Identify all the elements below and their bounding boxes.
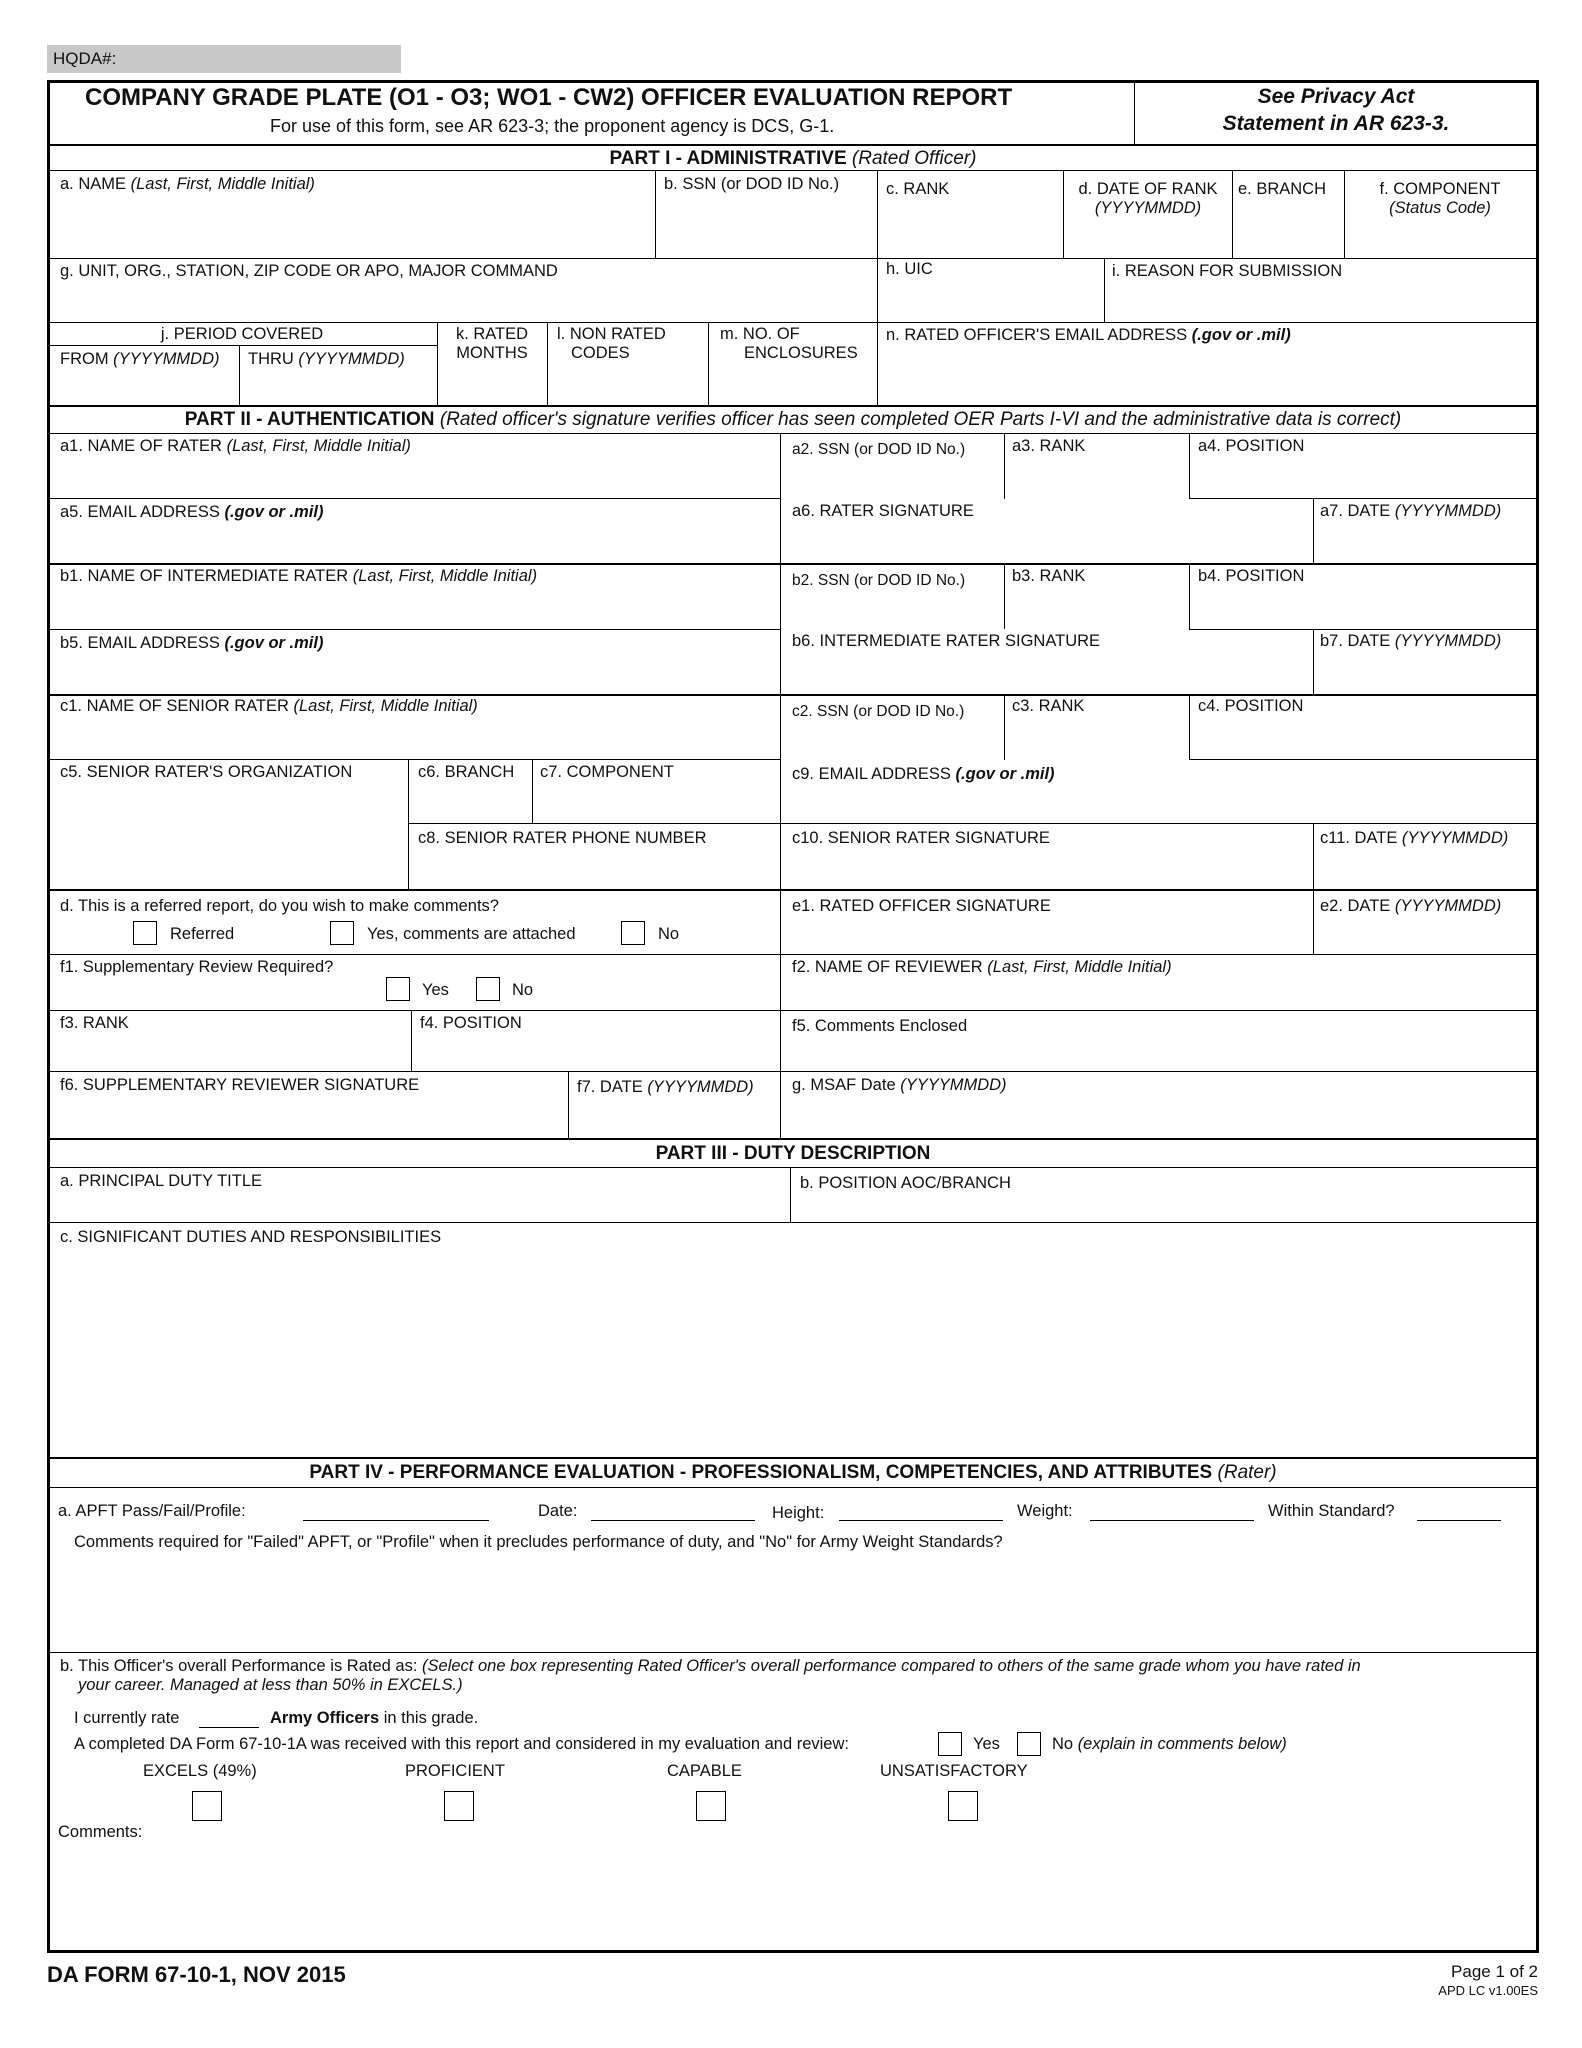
date-of-rank-label[interactable]: d. DATE OF RANK (YYYYMMDD)	[1078, 180, 1218, 217]
rater-date-label[interactable]: a7. DATE (YYYYMMDD)	[1320, 502, 1502, 520]
da-form-no-checkbox[interactable]	[1017, 1732, 1041, 1756]
intermediate-rater-date-label[interactable]: b7. DATE (YYYYMMDD)	[1320, 632, 1502, 650]
senior-rater-phone-label[interactable]: c8. SENIOR RATER PHONE NUMBER	[418, 829, 707, 847]
part1-heading: PART I - ADMINISTRATIVE (Rated Officer)	[609, 148, 977, 169]
name-field-label[interactable]: a. NAME (Last, First, Middle Initial)	[60, 175, 315, 193]
excels-checkbox[interactable]	[192, 1791, 222, 1821]
comments-attached-label: Yes, comments are attached	[367, 925, 576, 943]
senior-rater-rank-label[interactable]: c3. RANK	[1012, 697, 1085, 715]
senior-rater-email-label[interactable]: c9. EMAIL ADDRESS (.gov or .mil)	[792, 765, 1055, 783]
non-rated-codes-label[interactable]: l. NON RATED CODES	[557, 325, 666, 362]
rater-position-label[interactable]: a4. POSITION	[1198, 437, 1305, 455]
rater-ssn-label[interactable]: a2. SSN (or DOD ID No.)	[792, 441, 966, 458]
unsatisfactory-label: UNSATISFACTORY	[880, 1762, 1028, 1780]
form-id: DA FORM 67-10-1, NOV 2015	[47, 1962, 346, 1987]
version-label: APD LC v1.00ES	[1438, 1983, 1538, 1998]
senior-rater-branch-label[interactable]: c6. BRANCH	[418, 763, 515, 781]
period-from-label[interactable]: FROM (YYYYMMDD)	[60, 350, 220, 368]
rater-rank-label[interactable]: a3. RANK	[1012, 437, 1086, 455]
uic-field-label[interactable]: h. UIC	[886, 260, 933, 278]
unsatisfactory-checkbox[interactable]	[948, 1791, 978, 1821]
height-field[interactable]	[839, 1520, 1003, 1521]
position-aoc-branch-label[interactable]: b. POSITION AOC/BRANCH	[800, 1174, 1011, 1192]
proficient-checkbox[interactable]	[444, 1791, 474, 1821]
senior-rater-signature-label[interactable]: c10. SENIOR RATER SIGNATURE	[792, 829, 1050, 847]
apft-field[interactable]	[303, 1520, 489, 1521]
form-title: COMPANY GRADE PLATE (O1 - O3; WO1 - CW2) OFFICER EVALUATION REPORT	[85, 84, 1013, 111]
referred-checkbox[interactable]	[133, 921, 157, 945]
comments-enclosed-label[interactable]: f5. Comments Enclosed	[792, 1017, 968, 1035]
within-standard-field[interactable]	[1417, 1520, 1501, 1521]
overall-performance-instruction: b. This Officer's overall Performance is Rated as: (Select one box representing Rated Officer's overall performance compared to others of the same grade whom you have rated in your career. Managed at less than 50% in EXCELS.)	[60, 1657, 1361, 1694]
senior-rater-date-label[interactable]: c11. DATE (YYYYMMDD)	[1320, 829, 1509, 847]
reviewer-name-label[interactable]: f2. NAME OF REVIEWER (Last, First, Middle Initial)	[792, 958, 1172, 976]
enclosures-label[interactable]: m. NO. OF ENCLOSURES	[720, 325, 858, 362]
hqda-label: HQDA#:	[53, 49, 117, 68]
excels-label: EXCELS (49%)	[143, 1762, 257, 1780]
form-subtitle: For use of this form, see AR 623-3; the proponent agency is DCS, G-1.	[270, 116, 835, 136]
privacy-line-1: See Privacy Act	[1257, 85, 1415, 108]
supplementary-reviewer-date-label[interactable]: f7. DATE (YYYYMMDD)	[577, 1078, 754, 1096]
weight-field[interactable]	[1090, 1520, 1254, 1521]
privacy-statement	[1136, 83, 1536, 137]
within-standard-label: Within Standard?	[1268, 1502, 1395, 1520]
msaf-date-label[interactable]: g. MSAF Date (YYYYMMDD)	[792, 1076, 1007, 1094]
capable-label: CAPABLE	[667, 1762, 742, 1780]
currently-rate-field[interactable]	[199, 1727, 259, 1728]
page-number: Page 1 of 2	[1451, 1962, 1538, 1981]
rater-signature-label[interactable]: a6. RATER SIGNATURE	[792, 502, 974, 520]
referred-no-label: No	[658, 925, 680, 943]
principal-duty-title-label[interactable]: a. PRINCIPAL DUTY TITLE	[60, 1172, 263, 1190]
da-form-no-label: No (explain in comments below)	[1052, 1735, 1287, 1753]
reason-field-label[interactable]: i. REASON FOR SUBMISSION	[1112, 262, 1343, 280]
currently-rate-label: I currently rate	[74, 1709, 180, 1727]
branch-field-label[interactable]: e. BRANCH	[1238, 180, 1327, 198]
supplementary-reviewer-signature-label[interactable]: f6. SUPPLEMENTARY REVIEWER SIGNATURE	[60, 1076, 420, 1094]
supplementary-yes-label: Yes	[422, 981, 449, 999]
capable-checkbox[interactable]	[696, 1791, 726, 1821]
senior-rater-component-label[interactable]: c7. COMPONENT	[540, 763, 674, 781]
referred-no-checkbox[interactable]	[621, 921, 645, 945]
rank-field-label[interactable]: c. RANK	[886, 180, 950, 198]
reviewer-rank-label[interactable]: f3. RANK	[60, 1014, 129, 1032]
period-thru-label[interactable]: THRU (YYYYMMDD)	[248, 350, 405, 368]
senior-rater-name-label[interactable]: c1. NAME OF SENIOR RATER (Last, First, Middle Initial)	[60, 697, 478, 715]
intermediate-rater-name-label[interactable]: b1. NAME OF INTERMEDIATE RATER (Last, First, Middle Initial)	[60, 567, 538, 585]
rated-officer-signature-label[interactable]: e1. RATED OFFICER SIGNATURE	[792, 897, 1051, 915]
intermediate-rater-email-label[interactable]: b5. EMAIL ADDRESS (.gov or .mil)	[60, 634, 324, 652]
intermediate-rater-position-label[interactable]: b4. POSITION	[1198, 567, 1305, 585]
rated-officer-date-label[interactable]: e2. DATE (YYYYMMDD)	[1320, 897, 1502, 915]
intermediate-rater-ssn-label[interactable]: b2. SSN (or DOD ID No.)	[792, 572, 966, 589]
part4-heading: PART IV - PERFORMANCE EVALUATION - PROFESSIONALISM, COMPETENCIES, AND ATTRIBUTES (Rater)	[309, 1462, 1277, 1483]
reviewer-position-label[interactable]: f4. POSITION	[420, 1014, 522, 1032]
supplementary-yes-checkbox[interactable]	[386, 977, 410, 1001]
ssn-field-label[interactable]: b. SSN (or DOD ID No.)	[664, 175, 840, 193]
part3-heading: PART III - DUTY DESCRIPTION	[655, 1143, 931, 1164]
apft-comments-instruction: Comments required for "Failed" APFT, or "Profile" when it precludes performance of duty, and "No" for Army Weight Standards?	[74, 1533, 1003, 1551]
army-officers-text: Army Officers in this grade.	[270, 1709, 479, 1727]
intermediate-rater-rank-label[interactable]: b3. RANK	[1012, 567, 1086, 585]
privacy-line-2: Statement in AR 623-3.	[1222, 112, 1450, 135]
rater-name-label[interactable]: a1. NAME OF RATER (Last, First, Middle Initial)	[60, 437, 411, 455]
referred-report-question: d. This is a referred report, do you wish to make comments?	[60, 897, 499, 915]
supplementary-no-checkbox[interactable]	[476, 977, 500, 1001]
comments-label[interactable]: Comments:	[58, 1823, 143, 1841]
hqda-field[interactable]	[47, 45, 401, 73]
supplementary-review-question: f1. Supplementary Review Required?	[60, 958, 334, 976]
comments-attached-checkbox[interactable]	[330, 921, 354, 945]
weight-label: Weight:	[1017, 1502, 1073, 1520]
referred-label: Referred	[170, 925, 235, 943]
apft-date-label: Date:	[538, 1502, 578, 1520]
part2-heading: PART II - AUTHENTICATION (Rated officer's signature verifies officer has seen completed OER Parts I-VI and the administrative data is correct)	[184, 409, 1402, 430]
senior-rater-ssn-label[interactable]: c2. SSN (or DOD ID No.)	[792, 703, 965, 720]
significant-duties-label[interactable]: c. SIGNIFICANT DUTIES AND RESPONSIBILITIES	[60, 1228, 442, 1246]
apft-date-field[interactable]	[591, 1520, 755, 1521]
da-form-question: A completed DA Form 67-10-1A was received with this report and considered in my evaluation and review:	[74, 1735, 849, 1753]
intermediate-rater-signature-label[interactable]: b6. INTERMEDIATE RATER SIGNATURE	[792, 632, 1101, 650]
da-form-yes-label: Yes	[973, 1735, 1000, 1753]
period-covered-label: j. PERIOD COVERED	[160, 325, 324, 343]
supplementary-no-label: No	[512, 981, 534, 999]
component-field-label[interactable]: f. COMPONENT (Status Code)	[1379, 180, 1501, 217]
da-form-yes-checkbox[interactable]	[938, 1732, 962, 1756]
rated-months-label[interactable]: k. RATED MONTHS	[455, 325, 529, 362]
rater-email-label[interactable]: a5. EMAIL ADDRESS (.gov or .mil)	[60, 503, 324, 521]
senior-rater-org-label[interactable]: c5. SENIOR RATER'S ORGANIZATION	[60, 763, 353, 781]
rated-officer-email-label[interactable]: n. RATED OFFICER'S EMAIL ADDRESS (.gov or .mil)	[886, 326, 1291, 344]
senior-rater-position-label[interactable]: c4. POSITION	[1198, 697, 1304, 715]
height-label: Height:	[772, 1504, 825, 1522]
proficient-label: PROFICIENT	[405, 1762, 505, 1780]
apft-label: a. APFT Pass/Fail/Profile:	[58, 1502, 246, 1520]
unit-field-label[interactable]: g. UNIT, ORG., STATION, ZIP CODE OR APO, MAJOR COMMAND	[60, 262, 558, 280]
